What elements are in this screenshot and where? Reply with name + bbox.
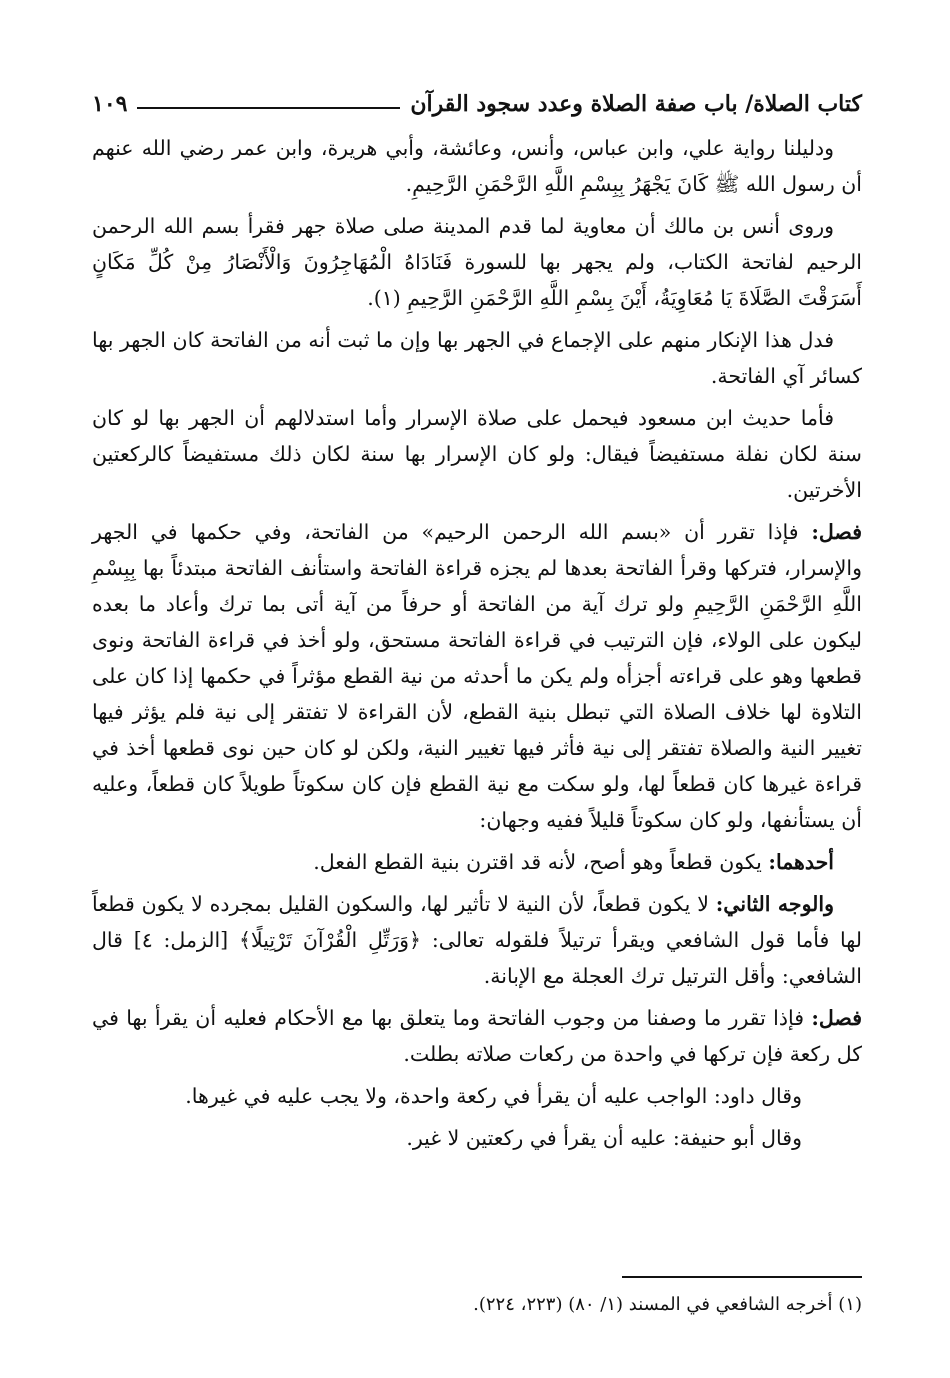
fasl-1-text: فإذا تقرر أن «بسم الله الرحمن الرحيم» من الفاتحة، وفي حكمها في الجهر والإسرار، فتركها وقرأ الفاتحة بعدها لم يجزه قراءة الفاتحة واستأنف الفاتحة مبتدئاً بها بِبِسْمِ اللَّهِ الرَّحْمَنِ الرَّحِيمِ ولو ترك آية من الفاتحة أو حرفاً من آية أتى بما ترك وأعاد ما بعده ليكون على الولاء، فإن الترتيب في قراءة الفاتحة مستحق، ولو أخذ في قراءة الفاتحة ونوى قطعها وهو على قراءته أجزأه ولم يكن ما أحدثه من نية القطع مؤثراً في حكمها إذا كان على التلاوة لها خلاف الصلاة التي تبطل بنية القطع، لأن القراءة لا تفتقر إلى نية فلم يؤثر فيها تغيير النية والصلاة تفتقر إلى نية فأثر فيها تغيير النية، ولكن لو كان حين نوى قطعها أخذ في قراءة غيرها كان قطعاً لها، ولو سكت مع نية القطع فإن كان سكوتاً طويلاً كان قطعاً، وعليه أن يستأنفها، ولو كان سكوتاً قليلاً ففيه وجهان: — [92, 520, 862, 832]
paragraph-consensus: فدل هذا الإنكار منهم على الإجماع في الجهر بها وإن ما ثبت أنه من الفاتحة كان الجهر بها كسائر آي الفاتحة. — [92, 328, 862, 388]
first-view-label: أحدهما: — [768, 850, 834, 874]
paragraph-anas-narration: وروى أنس بن مالك أن معاوية لما قدم المدينة صلى صلاة جهر فقرأ بسم الله الرحمن الرحيم لفاتحة الكتاب، ولم يجهر بها للسورة فَنَادَاهُ الْمُهَاجِرُونَ وَالْأَنْصَارُ مِنْ كُلِّ مَكَانٍ أَسَرَقْتَ الصَّلَاةَ يَا مُعَاوِيَةُ، أَيْنَ بِسْمِ اللَّهِ الرَّحْمَنِ الرَّحِيمِ (١). — [92, 214, 862, 310]
page-header — [92, 88, 862, 120]
fasl-2-text: فإذا تقرر ما وصفنا من وجوب الفاتحة وما يتعلق بها مع الأحكام فعليه أن يقرأ بها في كل ركعة فإن تركها في واحدة من ركعات صلاته بطلت. — [92, 1006, 862, 1066]
paragraph-fasl-1 — [92, 514, 862, 838]
footnote: (١) أخرجه الشافعي في المسند (١/ ٨٠) (٢٢٣، ٢٢٤). — [473, 1294, 862, 1315]
second-view-label: والوجه الثاني: — [715, 892, 835, 916]
paragraph-second-view — [92, 886, 862, 994]
fasl-1-label: فصل: — [811, 520, 862, 544]
paragraph-evidence: ودليلنا رواية علي، وابن عباس، وأنس، وعائشة، وأبي هريرة، وابن عمر رضي الله عنهم أن رسول الله ﷺ كَانَ يَجْهَرُ بِبِسْمِ اللَّهِ الرَّحْمَنِ الرَّحِيمِ. — [92, 136, 862, 196]
footnote-rule — [622, 1276, 862, 1278]
paragraph-fasl-2 — [92, 1000, 862, 1072]
running-head: كتاب الصلاة/ باب صفة الصلاة وعدد سجود القرآن — [410, 91, 862, 117]
body-text — [92, 130, 862, 1156]
paragraph-first-view — [92, 844, 862, 880]
page-number: ١٠٩ — [92, 91, 128, 117]
paragraph-dawud: وقال داود: الواجب عليه أن يقرأ في ركعة واحدة، ولا يجب عليه في غيرها. — [185, 1084, 802, 1108]
paragraph-ibn-masud: فأما حديث ابن مسعود فيحمل على صلاة الإسرار وأما استدلالهم أن الجهر بها لو كان سنة لكان نفلة مستفيضاً فيقال: ولو كان الإسرار بها سنة لكان ذلك مستفيضاً كالركعتين الأخرتين. — [92, 406, 862, 502]
second-view-text: لا يكون قطعاً، لأن النية لا تأثير لها، والسكون القليل بمجرده لا يكون قطعاً لها فأما قول الشافعي ويقرأ ترتيلاً فلقوله تعالى: ﴿وَرَتِّلِ الْقُرْآنَ تَرْتِيلًا﴾ [الزمل: ٤] قال الشافعي: وأقل الترتيل ترك العجلة مع الإبانة. — [92, 892, 862, 988]
header-rule — [137, 107, 400, 109]
fasl-2-label: فصل: — [811, 1006, 862, 1030]
paragraph-abu-hanifa: وقال أبو حنيفة: عليه أن يقرأ في ركعتين لا غير. — [406, 1126, 802, 1150]
first-view-text: يكون قطعاً وهو أصح، لأنه قد اقترن بنية القطع الفعل. — [313, 850, 769, 874]
